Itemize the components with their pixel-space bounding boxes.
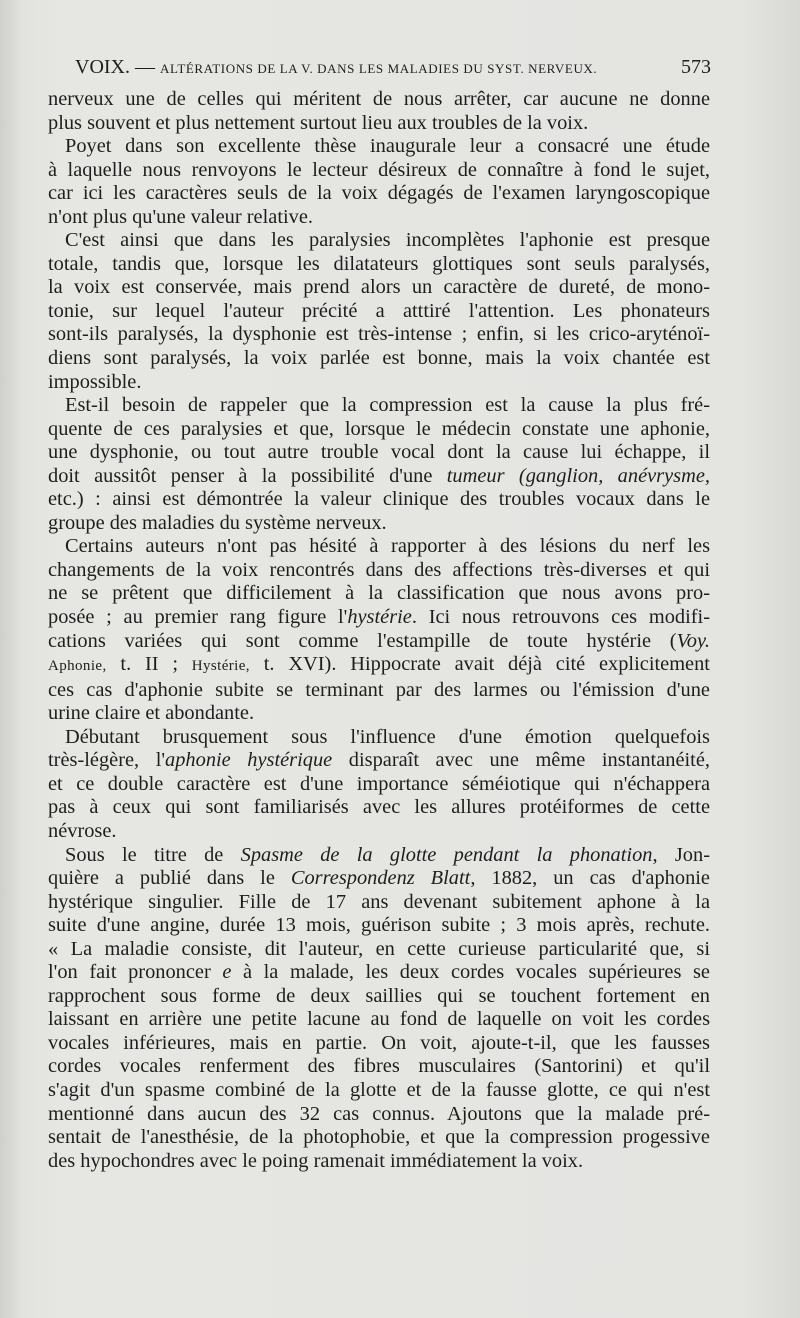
text-run: . Ici nous retrouvons ces modifi- <box>411 606 710 629</box>
text-line <box>48 961 710 985</box>
header-title: ALTÉRATIONS DE LA V. DANS LES MALADIES DU SYST. NERVEUX. <box>160 61 598 76</box>
italic-run: hystérie <box>347 606 412 629</box>
paragraph-5 <box>48 535 710 725</box>
text-line: car ici les caractères seuls de la voix dégagés de l'examen laryngoscopique <box>48 182 710 205</box>
paragraph-6 <box>48 726 710 844</box>
text-line: et ce double caractère est d'une importance séméiotique qui n'échappera <box>48 772 710 795</box>
text-run: à la malade, les deux cordes vocales supérieures se <box>231 961 710 984</box>
text-line: laissant en arrière une petite lacune au fond de laquelle on voit les cordes <box>48 1008 710 1031</box>
text-run: Sous le titre de <box>65 843 224 866</box>
text-run: doit aussitôt penser à la possibilité d'une <box>48 464 433 487</box>
text-line: sont-ils paralysés, la dysphonie est très-intense ; enfin, si les crico-aryténoï- <box>48 323 710 346</box>
text-line: sentait de l'anesthésie, de la photophobie, et que la compression progessive <box>48 1126 710 1149</box>
text-line: nerveux une de celles qui méritent de nous arrêter, car aucune ne donne <box>48 88 710 110</box>
text-line <box>48 630 710 654</box>
italic-run: Spasme de la glotte pendant la phonation <box>240 843 653 866</box>
text-run: disparaît avec une même instantanéité, <box>332 749 710 772</box>
paragraph-1 <box>48 88 710 135</box>
text-line: pas à ceux qui sont familiarisés avec les allures protéiformes de cette <box>48 796 710 819</box>
paragraph-3 <box>48 229 710 394</box>
italic-run: Voy. <box>676 629 710 652</box>
text-line: ces cas d'aphonie subite se terminant par des larmes ou l'émission d'une <box>48 678 710 701</box>
text-line <box>48 867 710 891</box>
text-line: des hypochondres avec le poing ramenait immédiatement la voix. <box>48 1149 584 1172</box>
text-run: , Jon- <box>652 843 710 866</box>
text-line <box>48 749 710 773</box>
text-line: ne se prêtent que difficilement à la classification que nous avons pro- <box>48 582 710 605</box>
header-dash: — <box>130 56 160 78</box>
text-line: Est-il besoin de rappeler que la compression est la cause la plus fré- <box>65 394 710 417</box>
text-line: la voix est conservée, mais prend alors un caractère de dureté, de mono- <box>48 276 710 299</box>
text-run: quière a publié dans le <box>48 867 275 890</box>
text-line: n'ont plus qu'une valeur relative. <box>48 205 313 228</box>
paragraph-4 <box>48 394 710 535</box>
text-line: rapprochent sous forme de deux saillies qui se touchent fortement en <box>48 984 710 1007</box>
italic-run: aphonie hystérique <box>165 749 333 772</box>
italic-run: (ganglion, anévrysme, <box>518 464 710 487</box>
text-line: vocales inférieures, mais en partie. On voit, ajoute-t-il, que les fausses <box>48 1031 710 1054</box>
text-line: tonie, sur lequel l'auteur précité a atttiré l'attention. Les phonateurs <box>48 299 710 322</box>
text-line: changements de la voix rencontrés dans des affections très-diverses et qui <box>48 558 710 581</box>
text-run: très-légère, l' <box>48 749 166 772</box>
text-run: cations variées qui sont comme l'estampille de toute hystérie ( <box>48 629 677 652</box>
header-voix: VOIX. <box>75 56 130 78</box>
text-line: groupe des maladies du système nerveux. <box>48 511 387 534</box>
text-line: cordes vocales renferment des fibres musculaires (Santorini) et qu'il <box>48 1055 710 1078</box>
text-line: C'est ainsi que dans les paralysies incomplètes l'aphonie est presque <box>65 229 710 252</box>
body-text <box>48 88 710 1173</box>
italic-run: tumeur <box>446 464 505 487</box>
text-line: impossible. <box>48 370 142 393</box>
italic-run: Correspondenz Blatt <box>290 867 471 890</box>
text-run: l'on fait prononcer <box>48 961 211 984</box>
text-line: urine claire et abondante. <box>48 702 255 725</box>
text-run: t. II ; <box>120 653 178 676</box>
text-run: posée ; au premier rang figure l' <box>48 606 348 629</box>
text-line: quente de ces paralysies et que, lorsque le médecin constate une aphonie, <box>48 417 710 440</box>
text-line: diens sont paralysés, la voix parlée est bonne, mais la voix chantée est <box>48 347 710 370</box>
running-title <box>75 52 597 84</box>
paragraph-7 <box>48 844 710 1174</box>
text-line: Débutant brusquement sous l'influence d'une émotion quelquefois <box>65 725 710 748</box>
italic-run: e <box>222 961 232 984</box>
text-line: plus souvent et plus nettement surtout lieu aux troubles de la voix. <box>48 111 589 134</box>
text-line: s'agit d'un spasme combiné de la glotte et de la fausse glotte, ce qui n'est <box>48 1078 710 1101</box>
page-number: 573 <box>681 56 711 78</box>
text-run: , 1882, un cas d'aphonie <box>470 867 710 890</box>
text-run: t. XVI). Hippocrate avait déjà cité explicitement <box>263 653 710 676</box>
text-line: etc.) : ainsi est démontrée la valeur clinique des troubles vocaux dans le <box>48 488 710 511</box>
text-line: Certains auteurs n'ont pas hésité à rapporter à des lésions du nerf les <box>65 535 710 558</box>
text-line: « La maladie consiste, dit l'auteur, en cette curieuse particularité que, si <box>48 937 710 960</box>
text-line <box>48 844 710 868</box>
text-line: suite d'une angine, durée 13 mois, guérison subite ; 3 mois après, rechute. <box>48 914 710 937</box>
text-line: névrose. <box>48 819 117 842</box>
text-line <box>48 653 710 679</box>
paragraph-2 <box>48 135 710 229</box>
text-line: à laquelle nous renvoyons le lecteur désireux de connaître à fond le sujet, <box>48 158 710 181</box>
text-line: totale, tandis que, lorsque les dilatateurs glottiques sont seuls paralysés, <box>48 252 710 275</box>
smallcaps-run: Hystérie, <box>191 658 250 675</box>
smallcaps-run: Aphonie, <box>48 658 107 675</box>
text-line: hystérique singulier. Fille de 17 ans devenant subitement aphone à la <box>48 890 710 913</box>
text-line <box>48 606 710 630</box>
text-line <box>48 465 710 489</box>
text-line: Poyet dans son excellente thèse inaugurale leur a consacré une étude <box>65 135 710 158</box>
running-header <box>75 52 711 82</box>
text-line: une dysphonie, ou tout autre trouble vocal dont la cause lui échappe, il <box>48 441 710 464</box>
text-line: mentionné dans aucun des 32 cas connus. Ajoutons que la malade pré- <box>48 1102 710 1125</box>
